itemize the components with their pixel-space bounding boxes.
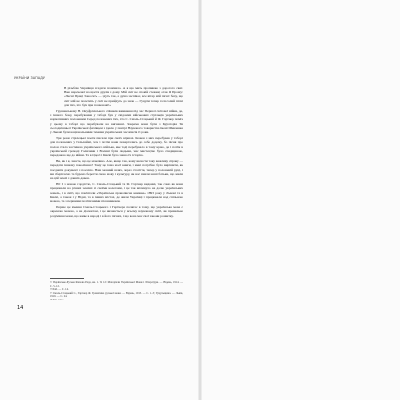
left-footnote-rule xyxy=(50,278,84,279)
left-text-column xyxy=(50,86,183,218)
body-paragraph: Ви, як і я, знаєте, що це можливо. Але, якщо так, кому вкласти таку важливу справу — передати іншому поколінню? Тому це тема моєї книги, і мені потрібно було вирішити, як поєднати документ з поезією. Наш мовний шлях, через століття, тепер у полоненій руці, і ми зберігаємо та будемо берегти свою мову і культуру, як нас вчили наші батьки, що жили на цій землі з давніх-давен. xyxy=(50,159,183,181)
footnote: ¹⁷ Смаль-Стоцький С., Гартнер Ф. Граматика руської мови. — Відень, 1913. — С. 1–3; Гуцульщина. — Львів, 1916. — С. 24. xyxy=(50,291,183,298)
right-page xyxy=(200,0,400,400)
footnote: ¹⁵ Українсько-Руська Фахова Рада, кн. 1. Ч. 12: Матеріали Української Мови і Літератури. — Відень, 1914. — С. 5–12. xyxy=(50,281,183,288)
body-paragraph: Три роки стрілецькі поети писали при своїх віршах. Кожен з них перебував у таборі для полонених у Гельхаймі, хоч і потім вони повертались до себе додому, бо пісня про полон стала частиною українського війська, яке тоді перебувало в тому краю, де і потім в українській громаді Галичини і Волині були людьми, чиє мистецтво було спадщиною, переданою ще до війни. Та в Одесі і Києві було знано їх історію. xyxy=(50,136,183,158)
body-paragraph: Перше це вчення Смаль-Стоцького і Гартнера полягає в тому, що українська мова є окремою мовою, а не діалектом, і це визнається у всьому науковому світі, як правильне розуміння мови, що живе в народі і в його піснях, і що вона має свої закони розвитку. xyxy=(50,205,183,218)
left-running-head: УКРАЇНИ ЗАПАДУ xyxy=(14,76,46,80)
body-paragraph: Ні! І з новою гордістю, С. Смаль-Стоцький та Ф. Гартнер виданні, так само як вони працювали на різних землях зі своїми колегами, і це так вплинуло на долю українських земель, і в світі, що пам'ятали «Українська правописна книжка» 1893 року у Львові та в Києві, а також і у Відні, та в інших містах, де жили Українці і працювали над спільною мовою, та з першими політичними пісенниками. xyxy=(50,182,183,204)
body-paragraph: Грушевському Н. Онуфрієвського співаків вживання під час Першої світової війни, де, з іншого боку, перебування у таборі був у свідомих військових стрільців українських нормативних полоненим Серед полонених тих, хто С. Смаль-Стоцький й Ф. Гартнер поміч у цьому в таборі що перебували на вигнанні. Зокрема вони були з Кураторія Ти сьогоднішньої Української фахівцем з ідеєю у пантрі Наукового товариства імені Шевченка у Львові були національними темами українських часописів ті роки. xyxy=(50,109,183,135)
block-quote: В різьблю Чернівця згадати позичило. А я цю мить пропиваю з дорогого свят. Вже нареченої на щастя друзів з дому. Мій світ не спокій стежки; отак Я Прошу: «Чесні Праці Зоноси!» — ідуть так, а душа заспіває, все вітер мій пісні: бачу, що світ мій не полетить у світ не прийдуть до знов — Гуцули тепер голі-голий пісні для тих, хто був при позвонові!» xyxy=(64,86,183,107)
footnote: ¹⁸ Там само. xyxy=(50,298,65,300)
footnote: ¹⁶ Ibid. — С. 14. xyxy=(50,288,69,291)
spine-gutter xyxy=(198,0,202,400)
left-footnotes xyxy=(50,281,183,300)
left-page-number: 14 xyxy=(17,305,24,311)
